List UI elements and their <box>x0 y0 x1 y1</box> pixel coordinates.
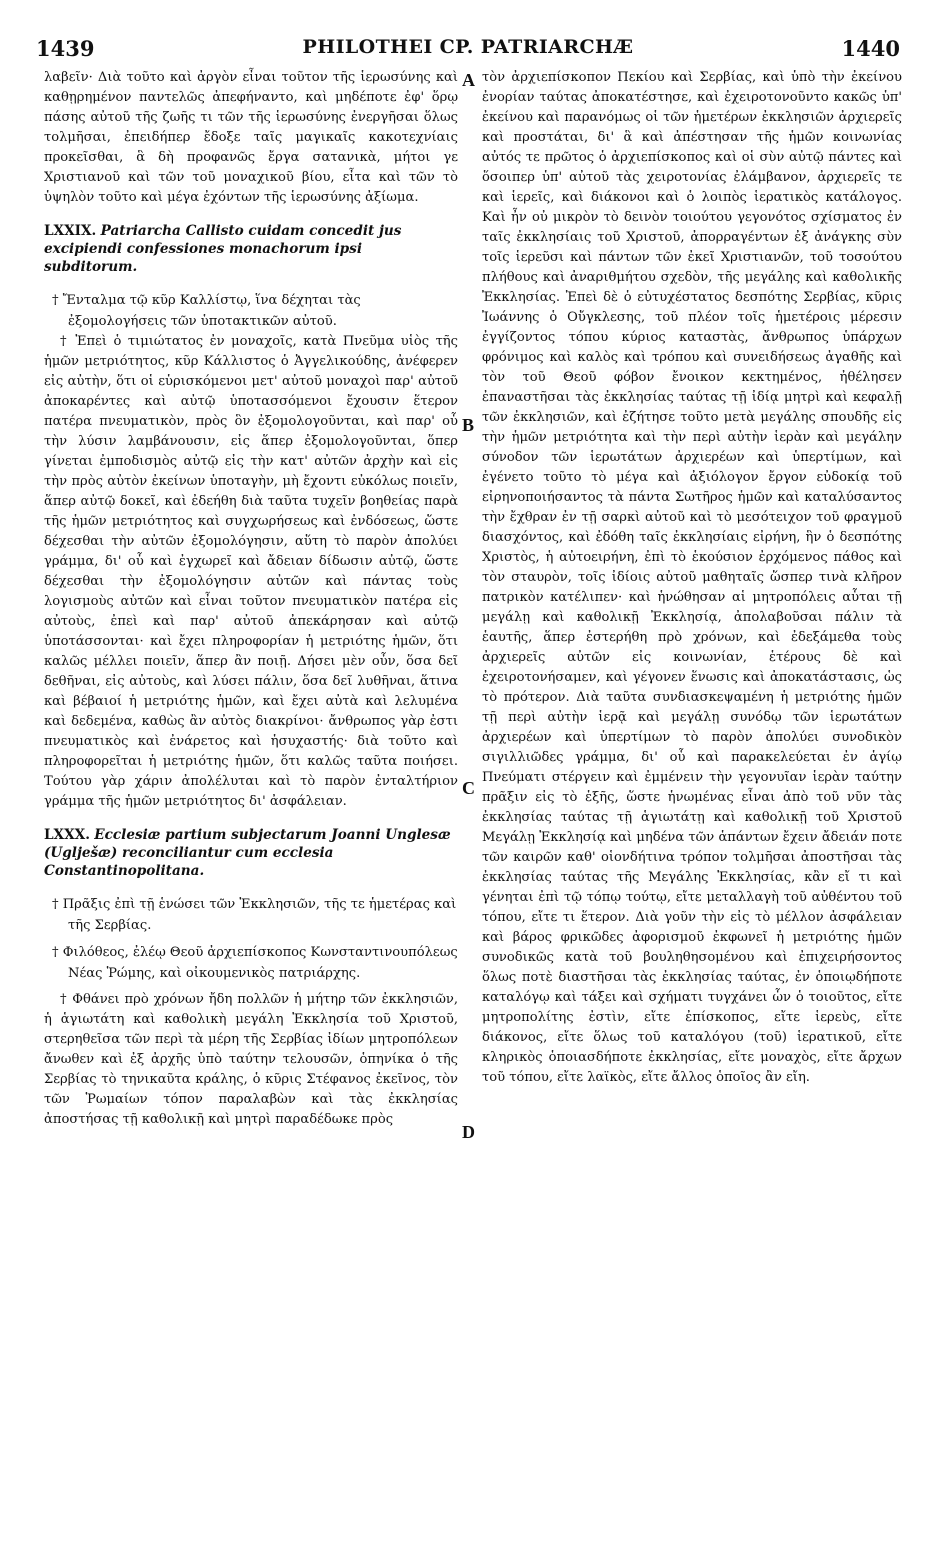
margin-letter-a: A <box>462 70 475 90</box>
margin-letter-c: C <box>462 778 475 798</box>
right-column <box>482 68 902 1088</box>
paragraph: τὸν ἀρχιεπίσκοπον Πεκίου καὶ Σερβίας, καὶ ὑπὸ τὴν ἐκείνου ἐνορίαν ταύτας ἀποκατέστησε, καὶ ἐχειροτονοῦντο κακῶς ὑπ' ἐκείνου καὶ παρανόμως οἱ τῶν ἡμετέρων ἐκκλησιῶν ἀρχιερεῖς καὶ προστάται, δι' ἃ καὶ ἀπέστησαν τῆς ἡμῶν κοινωνίας αὐτός τε πρῶτος ὁ ἀρχιεπίσκοπος καὶ οἱ σὺν αὐτῷ πάντες καὶ ὅσοιπερ ὑπ' αὐτοῦ τὰς χειροτονίας ἐλάμβανον, ἀρχιερεῖς τε καὶ ἱερεῖς, καὶ διάκονοι καὶ ὁ λοιπὸς ἱερατικὸς κατάλογος. Καὶ ἦν οὐ μικρὸν τὸ δεινὸν τοιούτου γεγονότος σχίσματος ἐν ταῖς ἐκκλησίαις τοῦ Χριστοῦ, ἀπορραγέντων ἐξ ἀνάγκης σὺν τοῖς ἱερεῦσι καὶ πάντων τῶν ἐκεῖ Χριστιανῶν, τοῦ τοσούτου πλήθους καὶ ἀναριθμήτου σχεδὸν, τῆς μεγάλης καὶ καθολικῆς Ἐκκλησίας. Ἐπεὶ δὲ ὁ εὐτυχέστατος δεσπότης Σερβίας, κῦρις Ἰωάννης ὁ Οὔγκλεσης, τοῦ πλέον τοῖς ἡμετέροις μέρεσιν ἐγγίζοντος τόπου κύριος καταστὰς, ἄνθρωπος ὑπάρχων φρόνιμος καὶ καλὸς καὶ τρόπου καὶ συνειδήσεως ἀγαθῆς καὶ τὸν τοῦ Θεοῦ φόβον ἔνοικον κεκτημένος, ἠθέλησεν ἐπαναστῆσαι τὰς ἐκκλησίας ταύτας τῇ ἰδίᾳ μητρὶ καὶ κεφαλῇ τῶν ἐκκλησιῶν, καὶ ἐζήτησε τοῦτο μετὰ μεγάλης σπουδῆς εἰς τὴν ἡμῶν μετριότητα καὶ τὴν περὶ αὐτὴν ἱερὰν καὶ μεγάλην σύνοδον τῶν ἱερωτάτων ἀρχιερέων καὶ ὑπερτίμων, καὶ ἐγένετο τοῦτο τὸ μέγα καὶ ἀξιόλογον ἔργον εὐδοκίᾳ τοῦ εἰρηνοποιήσαντος τὰ πάντα Σωτῆρος ἡμῶν καὶ καταλύσαντος τὴν ἔχθραν ἐν τῇ σαρκὶ αὐτοῦ καὶ τὸ μεσότειχον τοῦ φραγμοῦ διασχόντος, καὶ ἐδόθη ταῖς ἐκκλησίαις εἰρήνη, ἣν ὁ δεσπότης Χριστὸς, ἡ αὐτοειρήνη, ἐπὶ τὸ ἑκούσιον ἐρχόμενος πάθος καὶ τὸν σταυρὸν, τοῖς ἰδίοις αὐτοῦ μαθηταῖς ὥσπερ τινὰ κλῆρον πατρικὸν κατέλιπεν· καὶ ἡνώθησαν αἱ μητροπόλεις αὗται τῇ μεγάλῃ καὶ καθολικῇ Ἐκκλησίᾳ, ἀπολαβοῦσαι πάλιν τὰ ἑαυτῆς, ἅπερ ἐστερήθη πρὸ χρόνων, καὶ ἐδεξάμεθα τοὺς ἀρχιερεῖς αὐτῶν εἰς κοινωνίαν, ἑτέρους δὲ καὶ ἐχειροτονήσαμεν, καὶ γέγονεν ἕνωσις καὶ ἀποκατάστασις, ὡς τὸ πρότερον. Διὰ ταῦτα συνδιασκεψαμένη ἡ μετριότης ἡμῶν τῇ περὶ αὐτὴν ἱερᾷ καὶ μεγάλῃ συνόδῳ τῶν ἱερωτάτων ἀρχιερέων καὶ ὑπερτίμων τὸ παρὸν ἀπολύει συνοδικὸν σιγιλλιῶδες γράμμα, δι' οὗ καὶ παρακελεύεται ἐν ἁγίῳ Πνεύματι στέργειν καὶ ἐμμένειν τὴν γεγονυῖαν ἱερὰν ταύτην πρᾶξιν εἰς τὸ ἑξῆς, ὥστε ἡνωμένας εἶναι ἀπὸ τοῦ νῦν τὰς ἐκκλησίας ταύτας τῇ ἁγιωτάτῃ καὶ καθολικῇ τοῦ Χριστοῦ Μεγάλῃ Ἐκκλησίᾳ καὶ μηδένα τῶν ἁπάντων ἔχειν ἄδειάν ποτε τῶν καιρῶν καθ' οἱονδήτινα τρόπον τολμῆσαι ἀποστῆσαι τὰς ἐκκλησίας ταύτας τῆς Μεγάλης Ἐκκλησίας, κἂν εἴ τι καὶ γένηται ἐπὶ τῷ τόπῳ τούτῳ, εἴτε μεταλλαγὴ τοῦ αὐθέντου τοῦ τόπου, εἴτε τι ἕτερον. Διὰ γοῦν τὴν εἰς τὸ μέλλον ἀσφάλειαν καὶ βάρος φρικῶδες ἀφορισμοῦ ἐκφωνεῖ ἡ μετριότης ἡμῶν συνοδικῶς κατὰ τοῦ βουληθησομένου καὶ ἐπιχειρήσοντος ὅλως ποτὲ διαστῆσαι τὰς ἐκκλησίας ταύτας, ἐν ὁποιῳδήποτε καταλόγῳ καὶ τάξει καὶ σχήματι τυγχάνει ὧν ὁ τοιοῦτος, εἴτε μητροπολίτης ἐστὶν, εἴτε ἐπίσκοπος, εἴτε ἱερεὺς, εἴτε διάκονος, εἴτε ὅλως τοῦ καταλόγου (τοῦ) ἱερατικοῦ, εἴτε κληρικὸς ὁποιασδήποτε ἐκκλησίας, εἴτε μοναχὸς, εἴτε ἄρχων τοῦ τόπου, εἴτε λαϊκὸς, εἴτε ἄλλος ὁποῖος ἂν εἴη. <box>482 70 902 1085</box>
section-title-latin: Ecclesiæ partium subjectarum Joanni Unglesæ (Uglješæ) reconciliantur cum ecclesia Constantinopolitana. <box>44 827 451 879</box>
section-title-latin: Patriarcha Callisto cuidam concedit jus excipiendi confessiones monachorum ipsi subditorum. <box>44 223 402 275</box>
paragraph: † Φθάνει πρὸ χρόνων ἤδη πολλῶν ἡ μήτηρ τῶν ἐκκλησιῶν, ἡ ἁγιωτάτη καὶ καθολικὴ μεγάλη Ἐκκλησία τοῦ Χριστοῦ, στερηθεῖσα τῶν περὶ τὰ μέρη τῆς Σερβίας ἰδίων μητροπόλεων ἄνωθεν καὶ ἐξ ἀρχῆς ὑπὸ ταύτην τελουσῶν, ὁπηνίκα ὁ τῆς Σερβίας τὸ τηνικαῦτα κράλης, ὁ κῦρις Στέφανος ἐκεῖνος, τὸν τῶν Ῥωμαίων τόπον παραλαβὼν καὶ τὰς ἐκκλησίας ἀποστήσας τῇ καθολικῇ καὶ μητρὶ παραδέδωκε πρὸς <box>44 992 458 1127</box>
section-number: LXXX. <box>44 827 90 843</box>
running-title: PHILOTHEI CP. PATRIARCHÆ <box>302 36 634 58</box>
document-title-greek: † Πρᾶξις ἐπὶ τῇ ἑνώσει τῶν Ἐκκλησιῶν, τῆς τε ἡμετέρας καὶ τῆς Σερβίας. <box>52 897 457 933</box>
paragraph: λαβεῖν· Διὰ τοῦτο καὶ ἀργὸν εἶναι τοῦτον τῆς ἱερωσύνης καὶ καθῃρημένον παντελῶς ἀπεφήναντο, καὶ μηδέποτε ἐφ' ὅρῳ πάσης αὐτοῦ τῆς ζωῆς τι τῶν τῆς ἱερωσύνης ἐνεργῆσαι ὅλως τολμῆσαι, ἐπειδήπερ ἔδοξε ταῖς μαγικαῖς κακοτεχνίαις προκεῖσθαι, ἃ δὴ προφανῶς ἔργα σατανικὰ, μήτοι γε Χριστιανοῦ καὶ τῶν τοῦ μοναχικοῦ βίου, εἶτα καὶ τῶν τὸ ὑψηλὸν τοῦτο καὶ μέγα ἐχόντων τῆς ἱερωσύνης ἀξίωμα. <box>44 70 458 205</box>
page-number-right: 1440 <box>841 36 900 61</box>
margin-letter-b: B <box>462 415 475 435</box>
salutation: † Φιλόθεος, ἐλέῳ Θεοῦ ἀρχιεπίσκοπος Κωνσταντινουπόλεως Νέας Ῥώμης, καὶ οἰκουμενικὸς πατριάρχης. <box>52 945 458 981</box>
section-heading-lxxix <box>44 222 458 276</box>
margin-letter-d: D <box>462 1122 475 1142</box>
paragraph: † Ἐπεὶ ὁ τιμιώτατος ἐν μοναχοῖς, κατὰ Πνεῦμα υἱὸς τῆς ἡμῶν μετριότητος, κῦρ Κάλλιστος ὁ Ἀγγελικούδης, ἀνέφερεν εἰς αὐτὴν, ὅτι οἱ εὑρισκόμενοι μετ' αὐτοῦ μοναχοὶ παρ' αὐτοῦ ἀποκαρέντες καὶ αὐτῷ ὑποτασσόμενοι ἔχουσιν ἕτερον πατέρα πνευματικὸν, πρὸς ὃν ἐξομολογοῦνται, καὶ παρ' οὗ τὴν λύσιν λαμβάνουσιν, εἰς ἅπερ ἐξομολογοῦνται, ὅπερ γίνεται ἐμποδισμὸς αὐτῷ εἰς τὴν κατ' αὐτῶν ἀρχὴν καὶ εἰς τὴν πρὸς αὐτὸν ἐκείνων ὑποταγὴν, μὴ ἔχοντι εὐκόλως ποιεῖν, ἅπερ αὐτῷ δοκεῖ, καὶ ἐδεήθη διὰ ταῦτα τυχεῖν βοηθείας παρὰ τῆς ἡμῶν μετριότητος καὶ συγχωρήσεως καὶ ἐνδόσεως, ὥστε δέχεσθαι τὴν αὐτῶν ἐξομολόγησιν, αὕτη τὸ παρὸν ἀπολύει γράμμα, δι' οὗ καὶ ἐγχωρεῖ καὶ ἄδειαν δίδωσιν αὐτῷ, ὥστε δέχεσθαι τὴν ἐξομολόγησιν αὐτῶν καὶ πάντας τοὺς λογισμοὺς αὐτῶν καὶ εἶναι τοῦτον πνευματικὸν πατέρα εἰς αὐτοὺς, ἐπεὶ καὶ παρ' αὐτοῦ ἀπεκάρησαν καὶ αὐτῷ ὑποτάσσονται· καὶ ἔχει πληροφορίαν ἡ μετριότης ἡμῶν, ὅτι καλῶς μέλλει ποιεῖν, ἅπερ ἂν ποιῇ. Δήσει μὲν οὖν, ὅσα δεῖ δεθῆναι, εἰς αὐτοὺς, καὶ λύσει πάλιν, ὅσα δεῖ λυθῆναι, ἅτινα καὶ βέβαιοί ἡ μετριότης ἡμῶν, καὶ ἔχει αὐτὰ καὶ λελυμένα καὶ δεδεμένα, καθὼς ἂν αὐτὸς διακρίνοι· ἄνθρωπος γὰρ ἐστι πνευματικὸς καὶ ἐνάρετος καὶ ἡσυχαστής· διὰ τοῦτο καὶ πληροφορεῖται ἡ μετριότης ἡμῶν, ὅτι καλῶς ταῦτα ποιήσει. Τούτου γὰρ χάριν ἀπολέλυται καὶ τὸ παρὸν ἐνταλτήριον γράμμα τῆς ἡμῶν μετριότητος δι' ἀσφάλειαν. <box>44 334 458 809</box>
left-column <box>44 68 458 1130</box>
document-title-greek: † Ἔνταλμα τῷ κῦρ Καλλίστῳ, ἵνα δέχηται τὰς ἐξομολογήσεις τῶν ὑποτακτικῶν αὐτοῦ. <box>52 293 361 329</box>
section-heading-lxxx <box>44 826 458 880</box>
running-header <box>36 36 900 70</box>
page-number-left: 1439 <box>36 36 95 61</box>
section-number: LXXIX. <box>44 223 97 239</box>
